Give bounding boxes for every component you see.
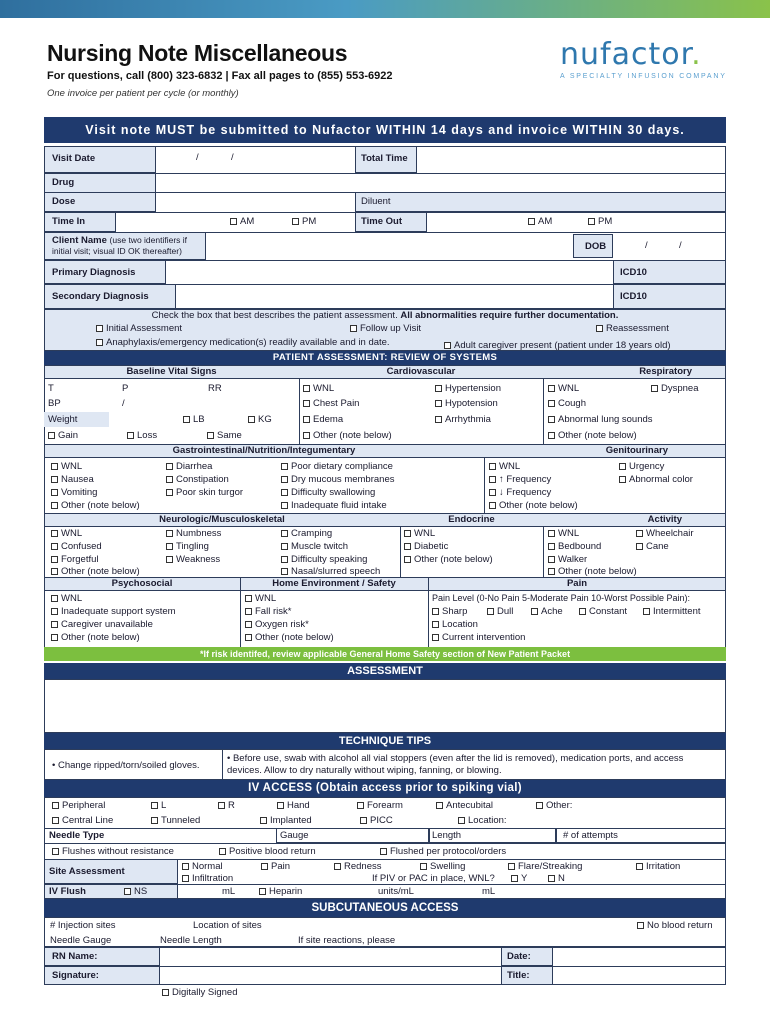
signature-label: Signature: (52, 970, 99, 981)
diluent-label: Diluent (361, 196, 391, 207)
dob-label: DOB (585, 241, 607, 252)
pain-sharp[interactable]: Sharp (432, 606, 467, 617)
tip-swab: • Before use, swab with alcohol all vial stoppers (even after the lid is removed), medication ports, and access devices. Allow to dry naturally without wiping, fanning, or blowing. (227, 753, 684, 776)
gu-increased-frequency[interactable]: ↑ Frequency (489, 474, 551, 485)
visit-date-label: Visit Date (52, 153, 96, 164)
gi-constipation[interactable]: Constipation (166, 474, 229, 485)
cardio-hypotension[interactable]: Hypotension (435, 398, 498, 409)
psych-caregiver-unavailable[interactable]: Caregiver unavailable (51, 619, 153, 630)
loss-checkbox[interactable]: Loss (127, 430, 157, 441)
iv-central-line[interactable]: Central Line (52, 815, 113, 826)
iv-implanted[interactable]: Implanted (260, 815, 312, 826)
resp-cough[interactable]: Cough (548, 398, 586, 409)
location-of-sites-label: Location of sites (193, 920, 262, 931)
neuro-confused[interactable]: Confused (51, 541, 102, 552)
risk-note: *If risk identifed, review applicable General Home Safety section of New Patient Packet (44, 647, 726, 661)
needle-gauge-label: Needle Gauge (50, 935, 112, 946)
cardio-arrhythmia[interactable]: Arrhythmia (435, 414, 491, 425)
nufactor-logo: nufactor. A SPECIALTY INFUSION COMPANY (560, 37, 727, 80)
date-label: Date: (507, 951, 531, 962)
icd10-secondary-label: ICD10 (620, 291, 647, 302)
neuro-other[interactable]: Other (note below) (51, 566, 140, 577)
iv-antecubital[interactable]: Antecubital (436, 800, 493, 811)
activity-title: Activity (647, 514, 682, 525)
iv-right[interactable]: R (218, 800, 235, 811)
pain-location[interactable]: Location (432, 619, 478, 630)
activity-wheelchair[interactable]: Wheelchair (636, 528, 694, 539)
site-infiltration[interactable]: Infiltration (182, 873, 233, 884)
neuro-difficulty-speaking[interactable]: Difficulty speaking (281, 554, 367, 565)
time-in-am[interactable]: AM (230, 216, 254, 227)
psych-wnl[interactable]: WNL (51, 593, 82, 604)
no-blood-return[interactable]: No blood return (637, 920, 712, 931)
resp-title: Respiratory (639, 366, 692, 377)
psych-inadequate-support[interactable]: Inadequate support system (51, 606, 176, 617)
neuro-tingling[interactable]: Tingling (166, 541, 209, 552)
home-other[interactable]: Other (note below) (245, 632, 334, 643)
gi-nausea[interactable]: Nausea (51, 474, 94, 485)
flush-heparin[interactable]: Heparin (259, 886, 302, 897)
activity-cane[interactable]: Cane (636, 541, 669, 552)
iv-tunneled[interactable]: Tunneled (151, 815, 200, 826)
gauge-label: Gauge (280, 830, 309, 841)
gu-urgency[interactable]: Urgency (619, 461, 664, 472)
site-pain[interactable]: Pain (261, 861, 290, 872)
gain-checkbox[interactable]: Gain (48, 430, 78, 441)
endo-other[interactable]: Other (note below) (404, 554, 493, 565)
gu-wnl[interactable]: WNL (489, 461, 520, 472)
iv-left[interactable]: L (151, 800, 166, 811)
needle-type-label: Needle Type (49, 830, 105, 841)
resp-other[interactable]: Other (note below) (548, 430, 637, 441)
page-title: Nursing Note Miscellaneous (47, 40, 348, 66)
activity-wnl[interactable]: WNL (548, 528, 579, 539)
dose-label: Dose (52, 196, 76, 207)
neuro-forgetful[interactable]: Forgetful (51, 554, 99, 565)
neuro-wnl[interactable]: WNL (51, 528, 82, 539)
gi-wnl[interactable]: WNL (51, 461, 82, 472)
secondary-diagnosis-label: Secondary Diagnosis (52, 291, 149, 302)
piv-pac-yes[interactable]: Y (511, 873, 527, 884)
site-normal[interactable]: Normal (182, 861, 223, 872)
piv-pac-label: If PIV or PAC in place, WNL? (372, 873, 495, 884)
activity-other[interactable]: Other (note below) (548, 566, 637, 577)
flushed-per-protocol[interactable]: Flushed per protocol/orders (380, 846, 506, 857)
top-accent-bar (0, 0, 770, 18)
attempts-label: # of attempts (563, 830, 618, 841)
lb-checkbox[interactable]: LB (183, 414, 205, 425)
vitals-title: Baseline Vital Signs (126, 366, 217, 377)
site-redness[interactable]: Redness (334, 861, 382, 872)
gi-other[interactable]: Other (note below) (51, 500, 140, 511)
site-reactions-label: If site reactions, please (298, 935, 396, 946)
adult-caregiver-checkbox[interactable]: Adult caregiver present (patient under 18 years old) (444, 340, 671, 351)
submission-banner: Visit note MUST be submitted to Nufactor WITHIN 14 days and invoice WITHIN 30 days. (44, 117, 726, 143)
piv-pac-no[interactable]: N (548, 873, 565, 884)
neuro-cramping[interactable]: Cramping (281, 528, 332, 539)
time-out-am[interactable]: AM (528, 216, 552, 227)
iv-flush-label: IV Flush (49, 886, 86, 897)
iv-forearm[interactable]: Forearm (357, 800, 403, 811)
neuro-nasal-speech[interactable]: Nasal/slurred speech (281, 566, 380, 577)
pain-current-intervention[interactable]: Current intervention (432, 632, 525, 643)
cardio-chest-pain[interactable]: Chest Pain (303, 398, 359, 409)
time-in-pm[interactable]: PM (292, 216, 316, 227)
site-flare[interactable]: Flare/Streaking (508, 861, 582, 872)
home-fall-risk[interactable]: Fall risk* (245, 606, 291, 617)
home-title: Home Environment / Safety (272, 578, 396, 589)
psych-other[interactable]: Other (note below) (51, 632, 140, 643)
title-label: Title: (507, 970, 530, 981)
length-label: Length (432, 830, 462, 841)
pain-title: Pain (566, 578, 588, 589)
drug-label: Drug (52, 177, 75, 188)
gu-title: Genitourinary (605, 445, 668, 456)
activity-walker[interactable]: Walker (548, 554, 587, 565)
same-checkbox[interactable]: Same (207, 430, 242, 441)
assessment-header: ASSESSMENT (44, 663, 726, 679)
site-assessment-label: Site Assessment (49, 866, 125, 877)
injection-sites-label: # Injection sites (50, 920, 116, 931)
needle-length-label: Needle Length (160, 935, 222, 946)
gi-dry-mucous[interactable]: Dry mucous membranes (281, 474, 394, 485)
cardio-title: Cardiovascular (386, 366, 456, 377)
gi-title: Gastrointestinal/Nutrition/Integumentary (172, 445, 356, 456)
pain-constant[interactable]: Constant (579, 606, 627, 617)
gu-decreased-frequency[interactable]: ↓ Frequency (489, 487, 551, 498)
positive-blood-return[interactable]: Positive blood return (219, 846, 316, 857)
cardio-edema[interactable]: Edema (303, 414, 343, 425)
resp-dyspnea[interactable]: Dyspnea (651, 383, 699, 394)
iv-hand[interactable]: Hand (277, 800, 310, 811)
flush-ns-ml: mL (222, 886, 236, 897)
subq-access-header: SUBCUTANEOUS ACCESS (44, 899, 726, 917)
client-name-label: Client Name (use two identifiers if initial visit; visual ID OK thereafter) (52, 235, 188, 256)
rn-name-label: RN Name: (52, 951, 98, 962)
endo-wnl[interactable]: WNL (404, 528, 435, 539)
iv-location[interactable]: Location: (458, 815, 507, 826)
resp-abnormal-lung[interactable]: Abnormal lung sounds (548, 414, 653, 425)
neuro-weakness[interactable]: Weakness (166, 554, 220, 565)
technique-tips-header: TECHNIQUE TIPS (44, 733, 726, 749)
pain-level-label: Pain Level (0-No Pain 5-Moderate Pain 10-Worst Possible Pain): (432, 593, 690, 603)
assessment-notes-area[interactable] (44, 679, 726, 733)
iv-other[interactable]: Other: (536, 800, 572, 811)
neuro-numbness[interactable]: Numbness (166, 528, 221, 539)
flushes-without-resistance[interactable]: Flushes without resistance (52, 846, 174, 857)
contact-line: For questions, call (800) 323-6832 | Fax all pages to (855) 553-6922 (47, 70, 393, 82)
gi-inadequate-fluid[interactable]: Inadequate fluid intake (281, 500, 387, 511)
review-of-systems-header: PATIENT ASSESSMENT: REVIEW OF SYSTEMS (44, 351, 726, 365)
home-oxygen-risk[interactable]: Oxygen risk* (245, 619, 309, 630)
neuro-title: Neurologic/Musculoskeletal (159, 514, 285, 525)
logo-word: nufactor (560, 37, 692, 72)
cardio-wnl[interactable]: WNL (303, 383, 334, 394)
digitally-signed-checkbox[interactable]: Digitally Signed (162, 987, 237, 998)
pain-dull[interactable]: Dull (487, 606, 513, 617)
site-irritation[interactable]: Irritation (636, 861, 680, 872)
pain-ache[interactable]: Ache (531, 606, 563, 617)
flush-heparin-ml: mL (482, 886, 496, 897)
psych-title: Psychosocial (111, 578, 173, 589)
kg-checkbox[interactable]: KG (248, 414, 272, 425)
resp-wnl[interactable]: WNL (548, 383, 579, 394)
activity-bedbound[interactable]: Bedbound (548, 541, 601, 552)
flush-ns[interactable]: NS (124, 886, 147, 897)
primary-diagnosis-label: Primary Diagnosis (52, 267, 136, 278)
gu-other[interactable]: Other (note below) (489, 500, 578, 511)
home-wnl[interactable]: WNL (245, 593, 276, 604)
iv-picc[interactable]: PICC (360, 815, 393, 826)
reassessment-checkbox[interactable]: Reassessment (596, 323, 669, 334)
follow-up-checkbox[interactable]: Follow up Visit (350, 323, 421, 334)
neuro-muscle-twitch[interactable]: Muscle twitch (281, 541, 348, 552)
gi-diarrhea[interactable]: Diarrhea (166, 461, 212, 472)
invoice-note: One invoice per patient per cycle (or monthly) (47, 88, 239, 99)
flush-units-ml: units/mL (378, 886, 414, 897)
time-out-label: Time Out (361, 216, 402, 227)
time-out-pm[interactable]: PM (588, 216, 612, 227)
tip-gloves: • Change ripped/torn/soiled gloves. (52, 760, 200, 771)
cardio-other[interactable]: Other (note below) (303, 430, 392, 441)
icd10-primary-label: ICD10 (620, 267, 647, 278)
total-time-label: Total Time (361, 153, 408, 164)
cardio-hypertension[interactable]: Hypertension (435, 383, 501, 394)
iv-peripheral[interactable]: Peripheral (52, 800, 105, 811)
gi-vomiting[interactable]: Vomiting (51, 487, 97, 498)
endo-title: Endocrine (448, 514, 495, 525)
anaphylaxis-checkbox[interactable]: Anaphylaxis/emergency medication(s) readily available and in date. (96, 337, 390, 348)
gu-abnormal-color[interactable]: Abnormal color (619, 474, 693, 485)
endo-diabetic[interactable]: Diabetic (404, 541, 448, 552)
site-swelling[interactable]: Swelling (420, 861, 465, 872)
assessment-instructions: Check the box that best describes the patient assessment. All abnormalities require further documentation. (151, 310, 619, 321)
pain-intermittent[interactable]: Intermittent (643, 606, 701, 617)
gi-poor-skin-turgor[interactable]: Poor skin turgor (166, 487, 243, 498)
initial-assessment-checkbox[interactable]: Initial Assessment (96, 323, 182, 334)
time-in-label: Time In (52, 216, 86, 227)
gi-poor-dietary[interactable]: Poor dietary compliance (281, 461, 393, 472)
gi-difficulty-swallowing[interactable]: Difficulty swallowing (281, 487, 375, 498)
iv-access-header: IV ACCESS (Obtain access prior to spiking vial) (44, 780, 726, 797)
logo-tagline: A SPECIALTY INFUSION COMPANY (560, 73, 727, 80)
